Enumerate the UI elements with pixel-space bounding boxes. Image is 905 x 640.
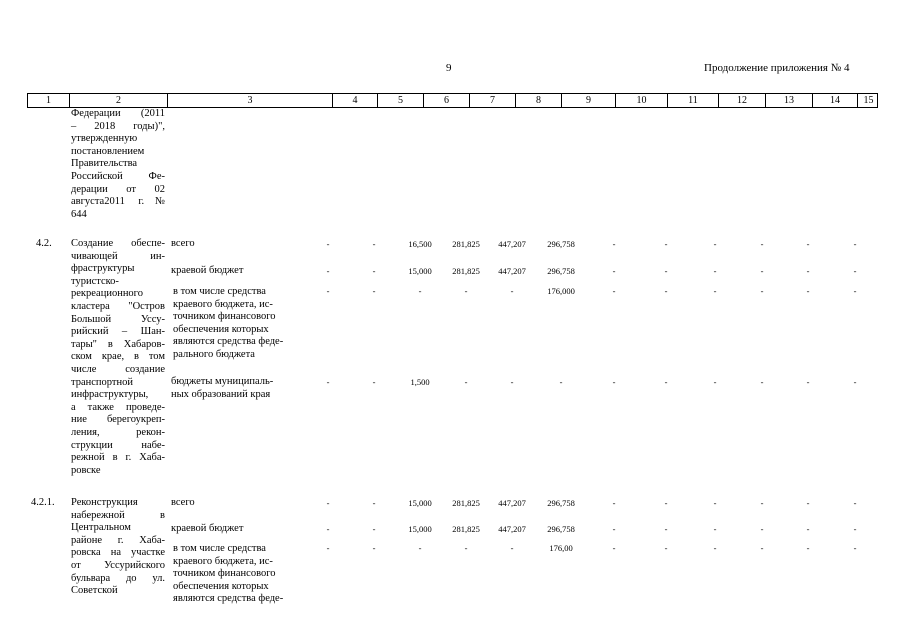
value-cell: - <box>510 286 514 296</box>
table-header-row <box>27 93 878 108</box>
value-cell: - <box>853 377 857 387</box>
funding-source: в том числе средства краевого бюджета, ис- точником финансового обеспечения которых являются средства феде- рального бюджета <box>173 286 284 360</box>
value-cell: - <box>806 377 810 387</box>
value-cell: - <box>372 286 376 296</box>
column-header: 10 <box>616 94 668 107</box>
value-cell: - <box>612 543 616 553</box>
value-cell: - <box>853 266 857 276</box>
value-cell: - <box>713 239 717 249</box>
value-cell: 176,00 <box>549 543 573 553</box>
value-cell: - <box>664 524 668 534</box>
value-cell: 296,758 <box>547 524 575 534</box>
value-cell: - <box>326 266 330 276</box>
value-cell: - <box>760 286 764 296</box>
item-number: 4.2.1. <box>31 497 55 508</box>
value-cell: - <box>760 543 764 553</box>
value-cell: - <box>806 524 810 534</box>
value-cell: - <box>760 266 764 276</box>
value-cell: - <box>664 377 668 387</box>
page-number: 9 <box>446 62 452 74</box>
value-cell: - <box>326 524 330 534</box>
value-cell: 1,500 <box>410 377 430 387</box>
column-header: 15 <box>863 95 874 106</box>
funding-source: всего <box>171 497 195 508</box>
value-cell: - <box>853 524 857 534</box>
value-cell: - <box>612 498 616 508</box>
value-cell: 176,000 <box>547 286 575 296</box>
value-cell: - <box>664 266 668 276</box>
column-header: 11 <box>668 94 719 107</box>
value-cell: 447,207 <box>498 239 526 249</box>
column-header: 8 <box>516 94 562 107</box>
funding-source: в том числе средства краевого бюджета, ис- точником финансового обеспечения которых являются средства феде- <box>173 543 284 605</box>
value-cell: - <box>464 286 468 296</box>
value-cell: - <box>806 498 810 508</box>
value-cell: 16,500 <box>408 239 432 249</box>
funding-source: краевой бюджет <box>171 265 244 276</box>
value-cell: - <box>326 377 330 387</box>
value-cell: - <box>418 543 422 553</box>
value-cell: - <box>664 286 668 296</box>
value-cell: 447,207 <box>498 524 526 534</box>
value-cell: - <box>760 498 764 508</box>
value-cell: - <box>713 377 717 387</box>
item-title: Создание обеспе- чивающей ин- фраструктуры туристско- рекреационного кластера "Остров Большой Уссу- рийский – Шан- тары" в Хабаров- ском крае, в том числе создание транспортной инфраструктуры, а также проведе- ние берегоукреп- ления, рекон- струкции набе- режной в г. Хаба- ровске <box>71 238 165 476</box>
column-header: 3 <box>168 94 333 107</box>
column-header: 4 <box>333 94 378 107</box>
value-cell: - <box>464 543 468 553</box>
value-cell: - <box>372 377 376 387</box>
value-cell: - <box>464 377 468 387</box>
value-cell: - <box>372 239 376 249</box>
value-cell: - <box>853 543 857 553</box>
column-header: 9 <box>562 94 616 107</box>
value-cell: 281,825 <box>452 524 480 534</box>
column-header: 2 <box>70 94 168 107</box>
value-cell: - <box>713 286 717 296</box>
value-cell: - <box>664 498 668 508</box>
item-title: Реконструкция набережной в Центральном районе г. Хаба- ровска на участке от Уссурийского бульвара до ул. Советской <box>71 497 165 597</box>
value-cell: - <box>559 377 563 387</box>
value-cell: 447,207 <box>498 266 526 276</box>
value-cell: - <box>806 266 810 276</box>
column-header: 6 <box>424 94 470 107</box>
value-cell: - <box>713 524 717 534</box>
value-cell: 447,207 <box>498 498 526 508</box>
value-cell: - <box>713 543 717 553</box>
value-cell: - <box>806 543 810 553</box>
value-cell: - <box>326 543 330 553</box>
funding-source: бюджеты муниципаль- ных образований края <box>171 376 274 400</box>
value-cell: - <box>612 286 616 296</box>
value-cell: - <box>853 498 857 508</box>
column-header: 14 <box>813 94 858 107</box>
value-cell: - <box>713 498 717 508</box>
value-cell: - <box>510 377 514 387</box>
value-cell: 296,758 <box>547 498 575 508</box>
value-cell: - <box>612 239 616 249</box>
value-cell: 296,758 <box>547 266 575 276</box>
prev-item-text-fragment: Федерации (2011 – 2018 годы)", утвержденную постановлением Правительства Российской Фе- дерации от 02 августа2011 г.№ 644 <box>71 108 165 220</box>
column-header: 13 <box>766 94 813 107</box>
value-cell: - <box>760 524 764 534</box>
column-header: 12 <box>719 94 766 107</box>
value-cell: 281,825 <box>452 266 480 276</box>
value-cell: - <box>760 377 764 387</box>
value-cell: 15,000 <box>408 266 432 276</box>
item-number: 4.2. <box>36 238 52 249</box>
value-cell: 15,000 <box>408 498 432 508</box>
value-cell: - <box>326 239 330 249</box>
value-cell: 281,825 <box>452 239 480 249</box>
value-cell: - <box>326 286 330 296</box>
column-header: 7 <box>470 94 516 107</box>
value-cell: 296,758 <box>547 239 575 249</box>
value-cell: 281,825 <box>452 498 480 508</box>
column-header: 1 <box>28 94 70 107</box>
funding-source: всего <box>171 238 195 249</box>
value-cell: - <box>806 239 810 249</box>
value-cell: - <box>418 286 422 296</box>
value-cell: - <box>664 543 668 553</box>
value-cell: - <box>853 286 857 296</box>
value-cell: - <box>372 543 376 553</box>
value-cell: - <box>510 543 514 553</box>
value-cell: - <box>612 266 616 276</box>
value-cell: 15,000 <box>408 524 432 534</box>
value-cell: - <box>326 498 330 508</box>
value-cell: - <box>612 524 616 534</box>
value-cell: - <box>853 239 857 249</box>
continuation-label: Продолжение приложения № 4 <box>704 62 850 74</box>
value-cell: - <box>806 286 810 296</box>
value-cell: - <box>372 498 376 508</box>
value-cell: - <box>612 377 616 387</box>
value-cell: - <box>713 266 717 276</box>
column-header: 5 <box>378 94 424 107</box>
value-cell: - <box>760 239 764 249</box>
value-cell: - <box>372 266 376 276</box>
funding-source: краевой бюджет <box>171 523 244 534</box>
value-cell: - <box>372 524 376 534</box>
value-cell: - <box>664 239 668 249</box>
